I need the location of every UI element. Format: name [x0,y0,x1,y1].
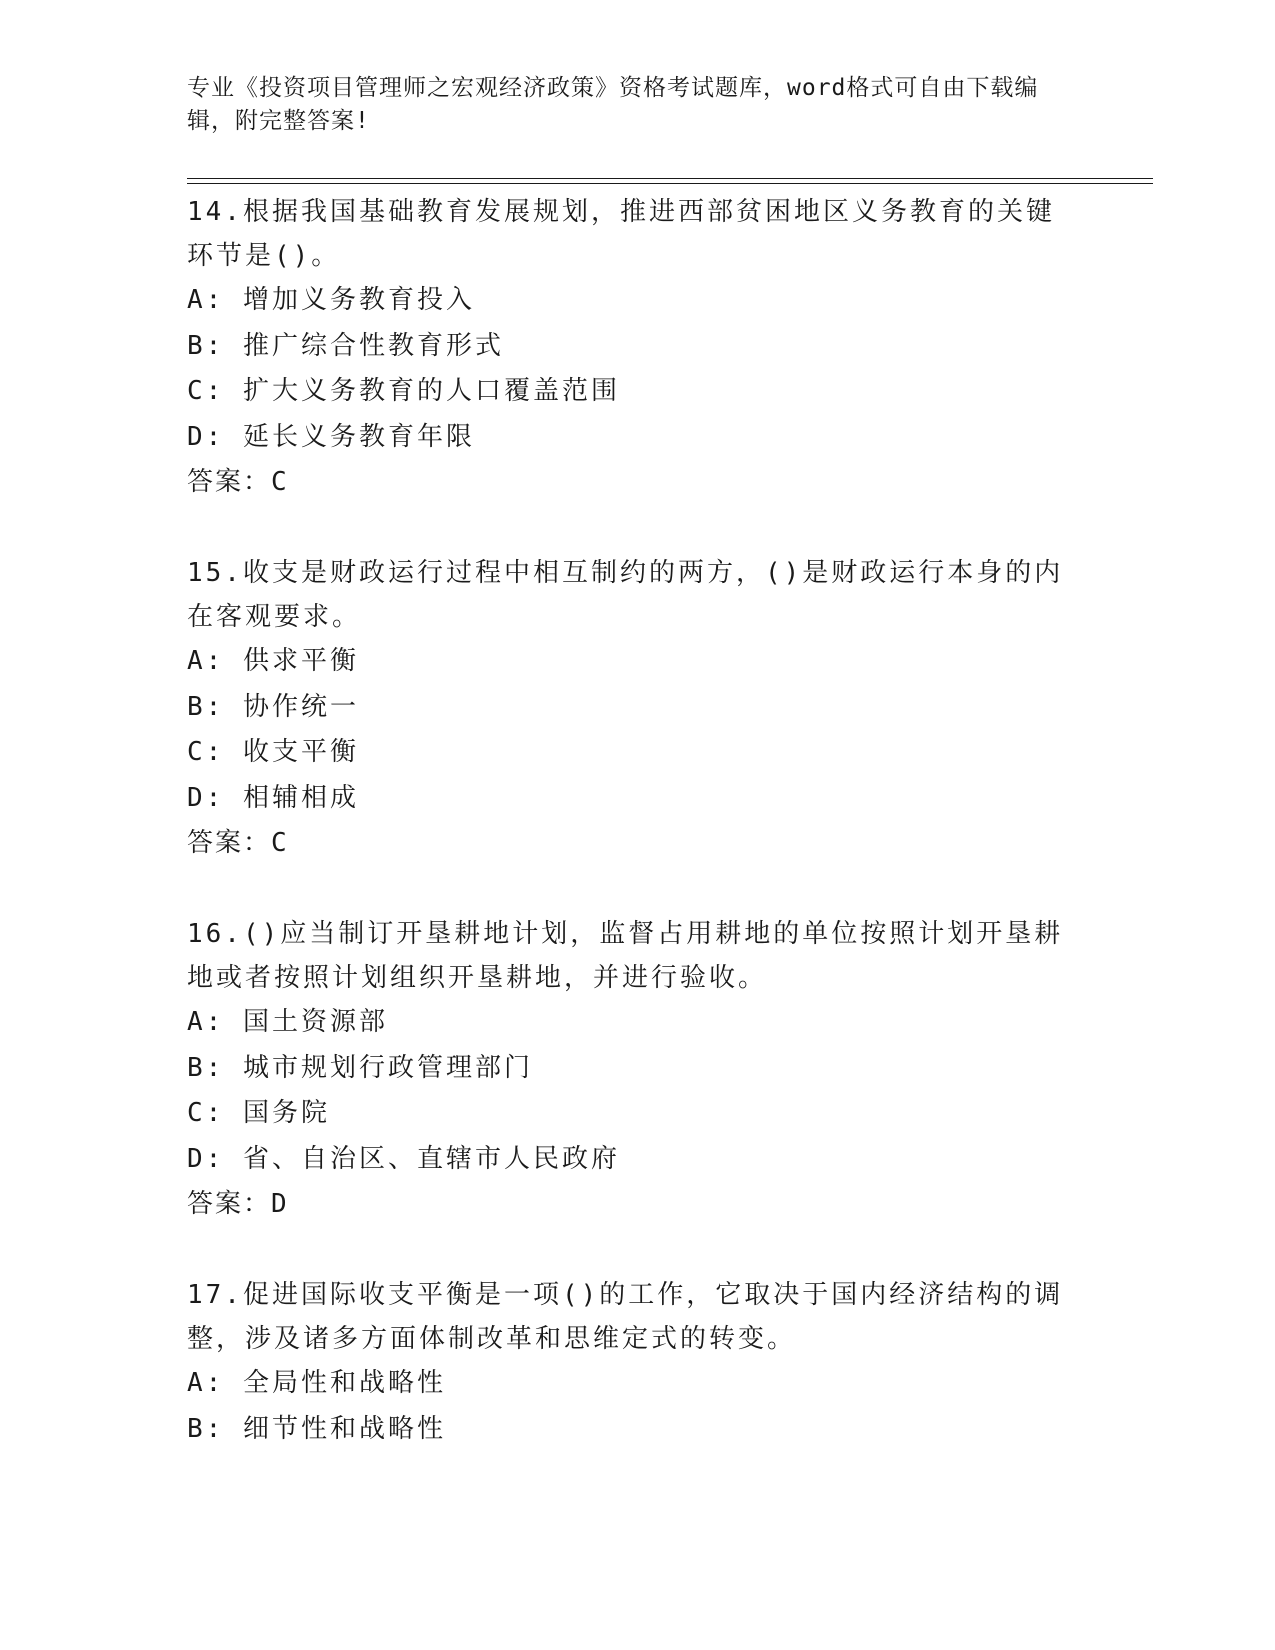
option-a: A: 供求平衡 [187,646,359,676]
answer-label: 答案： [187,828,272,858]
option-b: B: 推广综合性教育形式 [187,330,504,361]
question-17 [187,1273,1077,1452]
option-a: A: 增加义务教育投入 [187,285,475,315]
question-15 [187,551,1077,866]
answer-value: D [271,1189,288,1219]
question-stem: 15.收支是财政运行过程中相互制约的两方，()是财政运行本身的内在客观要求。 [187,558,1064,632]
option-c: C: 收支平衡 [187,737,359,767]
header-text: 专业《投资项目管理师之宏观经济政策》资格考试题库，word格式可自由下载编辑，附完整答案! [187,75,1039,134]
option-c: C: 国务院 [187,1098,330,1128]
option-d: D: 延长义务教育年限 [187,421,475,452]
option-a: A: 国土资源部 [187,1007,388,1037]
option-d: D: 相辅相成 [187,782,359,813]
question-stem: 17.促进国际收支平衡是一项()的工作，它取决于国内经济结构的调整，涉及诸多方面体制改革和思维定式的转变。 [187,1280,1064,1354]
answer-label: 答案： [187,1189,272,1219]
option-b: B: 城市规划行政管理部门 [187,1052,533,1083]
answer-line [187,460,1077,505]
option-a: A: 全局性和战略性 [187,1368,446,1398]
option-b: B: 协作统一 [187,691,359,722]
header-rule-bottom [187,183,1153,184]
option-d: D: 省、自治区、直辖市人民政府 [187,1143,620,1174]
answer-line [187,1182,1077,1227]
option-b: B: 细节性和战略性 [187,1413,446,1444]
answer-line [187,821,1077,866]
header-rule-top [187,178,1153,179]
option-c: C: 扩大义务教育的人口覆盖范围 [187,376,620,406]
answer-value: C [271,828,288,858]
answer-value: C [271,467,288,497]
question-16 [187,912,1077,1227]
question-stem: 14.根据我国基础教育发展规划，推进西部贫困地区义务教育的关键环节是()。 [187,197,1055,271]
question-14 [187,190,1077,505]
document-header [187,72,1077,138]
answer-label: 答案： [187,467,272,497]
question-list [187,190,1077,1498]
question-stem: 16.()应当制订开垦耕地计划，监督占用耕地的单位按照计划开垦耕地或者按照计划组织开垦耕地，并进行验收。 [187,919,1064,993]
